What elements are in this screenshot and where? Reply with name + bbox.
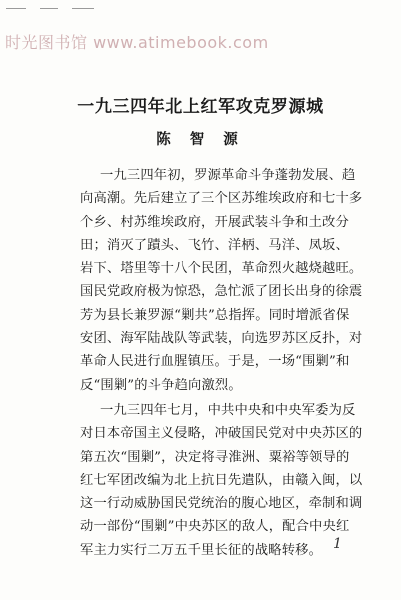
paragraph-1-line-4: 田；消灭了蹟头、飞竹、洋柄、马洋、凤坂、: [80, 237, 349, 253]
paragraph-1-line-10: 反“围剿”的斗争趋向激烈。: [80, 377, 242, 393]
paragraph-2-line-4: 红七军团改编为北上抗日先遣队，由赣入闽，以: [80, 472, 363, 488]
paragraph-1-line-8: 安团、海军陆战队等武装，向选罗苏区反扑，对: [80, 331, 363, 347]
scan-artifact-line: [6, 8, 26, 9]
paragraph-2-line-5: 这一行动威胁国民党统治的腹心地区，牵制和调: [80, 496, 363, 512]
paragraph-1-line-5: 岩下、塔里等十八个民团，革命烈火越烧越旺。: [80, 261, 363, 277]
scan-artifact-line: [72, 8, 94, 9]
article-title: 一九三四年北上红军攻克罗源城: [77, 97, 324, 117]
paragraph-2-line-7: 军主力实行二万五千里长征的战略转移。: [80, 542, 323, 558]
paragraph-1-line-3: 个乡、村苏维埃政府，开展武装斗争和土改分: [80, 214, 349, 230]
paragraph-1-line-1: 一九三四年初，罗源革命斗争蓬勃发展、趋: [100, 168, 356, 183]
scan-artifact-line: [40, 8, 58, 9]
page-number: 1: [333, 536, 342, 552]
paragraph-2-line-2: 对日本帝国主义侵略，冲破国民党对中央苏区的: [80, 426, 363, 442]
paragraph-1-line-2: 向高潮。先后建立了三个区苏维埃政府和七十多: [80, 191, 363, 207]
paragraph-1-line-7: 芳为县长兼罗源“剿共”总指挥。同时增派省保: [80, 307, 350, 323]
paragraph-2-line-1: 一九三四年七月，中共中央和中央军委为反: [100, 402, 356, 418]
paragraph-1-line-6: 国民党政府极为惊恐，急忙派了团长出身的徐震: [80, 284, 363, 300]
article-body: [80, 164, 370, 562]
article-author: 陈 智 源: [156, 132, 245, 148]
paragraph-1-line-9: 革命人民进行血腥镇压。于是，一场“围剿”和: [80, 354, 350, 370]
paragraph-2-line-6: 动一部份“围剿”中央苏区的敌人，配合中央红: [80, 519, 350, 535]
watermark: 时光图书馆 www.atimebook.com: [5, 33, 269, 52]
paragraph-2-line-3: 第五次“围剿”，决定将寻淮洲、粟裕等领导的: [80, 449, 350, 465]
